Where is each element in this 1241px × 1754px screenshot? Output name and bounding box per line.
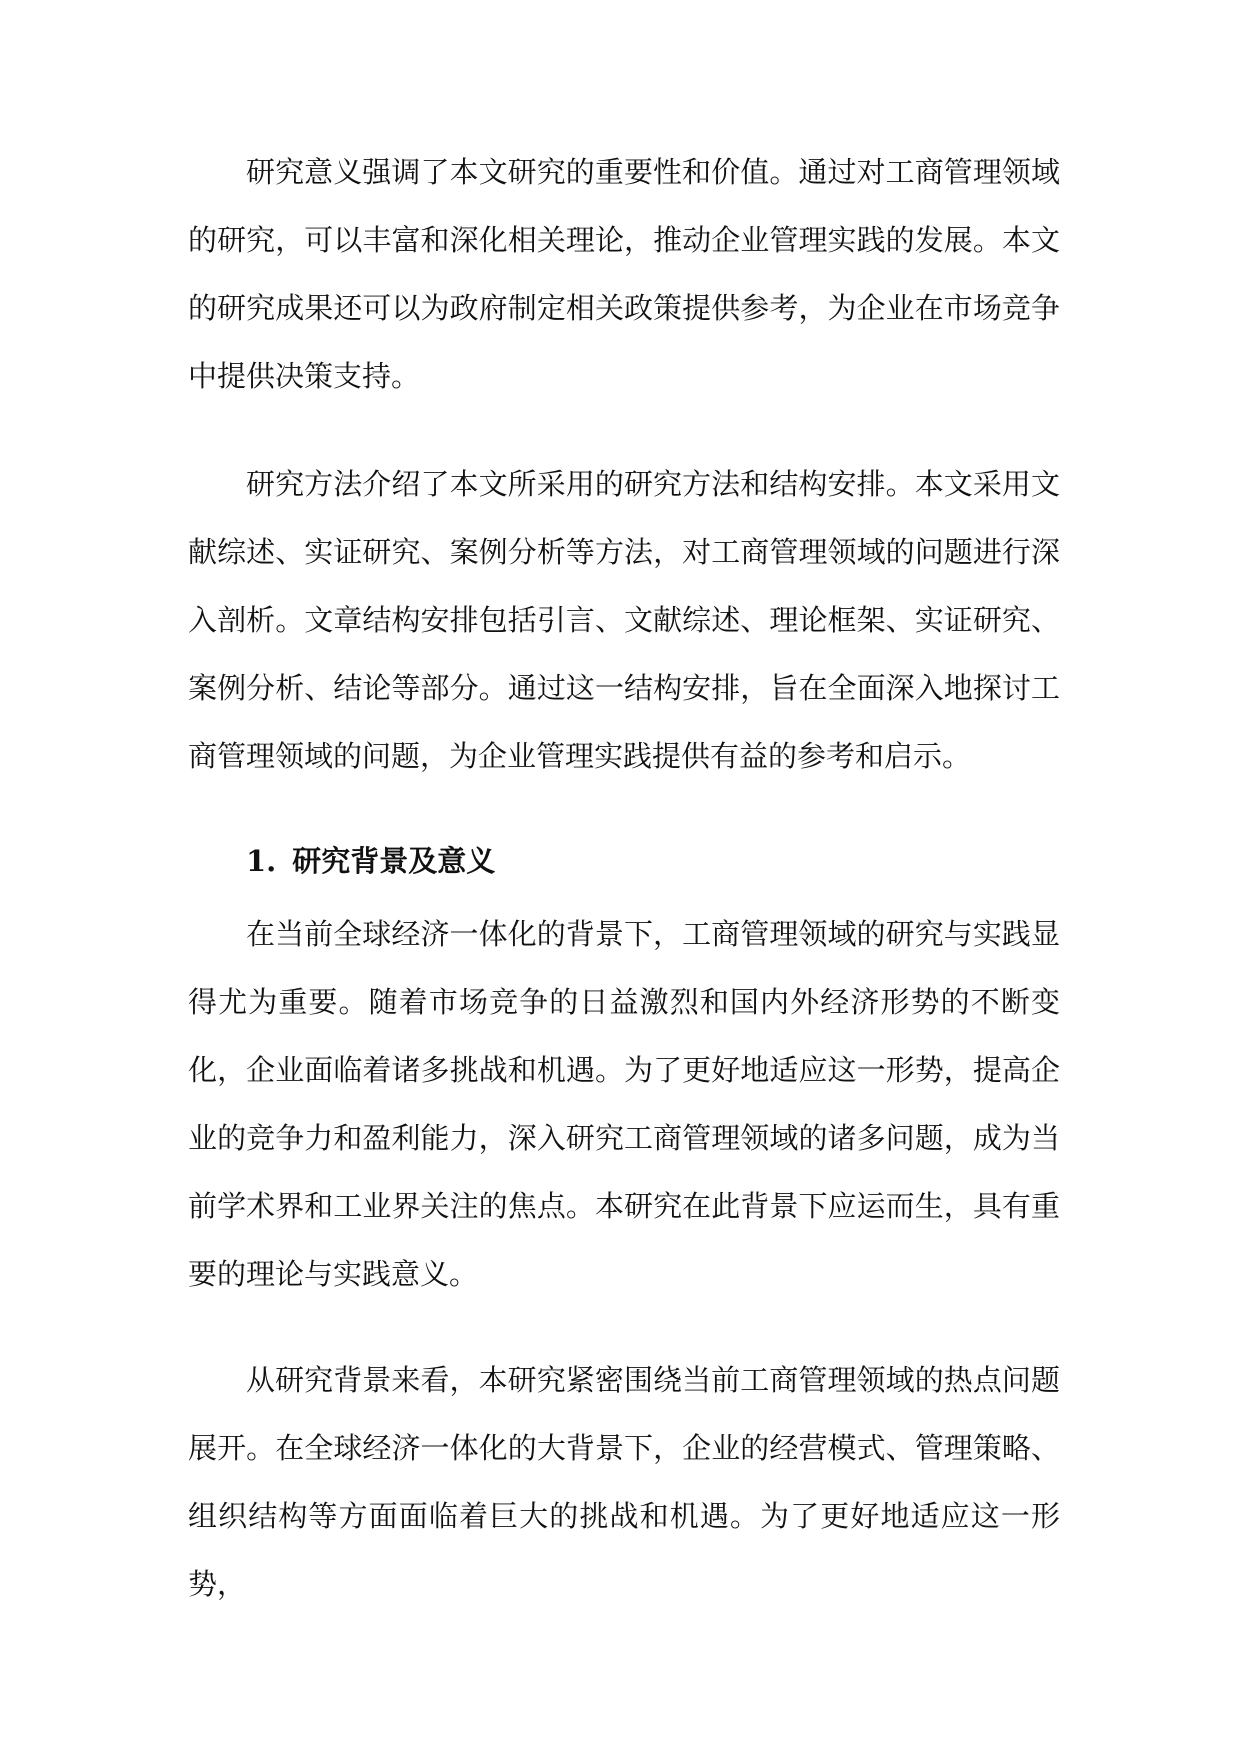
paragraph-research-significance: 研究意义强调了本文研究的重要性和价值。通过对工商管理领域的研究，可以丰富和深化相关理论，推动企业管理实践的发展。本文的研究成果还可以为政府制定相关政策提供参考，为企业在市场竞争中提供决策支持。 <box>188 155 1060 393</box>
paragraph-background-significance: 在当前全球经济一体化的背景下，工商管理领域的研究与实践显得尤为重要。随着市场竞争的日益激烈和国内外经济形势的不断变化，企业面临着诸多挑战和机遇。为了更好地适应这一形势，提高企业的竞争力和盈利能力，深入研究工商管理领域的诸多问题，成为当前学术界和工业界关注的焦点。本研究在此背景下应运而生，具有重要的理论与实践意义。 <box>188 917 1060 1291</box>
section-number: 1. <box>246 844 277 878</box>
paragraph-research-methods: 研究方法介绍了本文所采用的研究方法和结构安排。本文采用文献综述、实证研究、案例分析等方法，对工商管理领域的问题进行深入剖析。文章结构安排包括引言、文献综述、理论框架、实证研究、案例分析、结论等部分。通过这一结构安排，旨在全面深入地探讨工商管理领域的问题，为企业管理实践提供有益的参考和启示。 <box>188 467 1060 773</box>
section-heading <box>246 827 495 895</box>
paragraph-background-continued: 从研究背景来看，本研究紧密围绕当前工商管理领域的热点问题展开。在全球经济一体化的大背景下，企业的经营模式、管理策略、组织结构等方面面临着巨大的挑战和机遇。为了更好地适应这一形势， <box>188 1363 1060 1601</box>
section-title: 研究背景及意义 <box>292 844 496 878</box>
